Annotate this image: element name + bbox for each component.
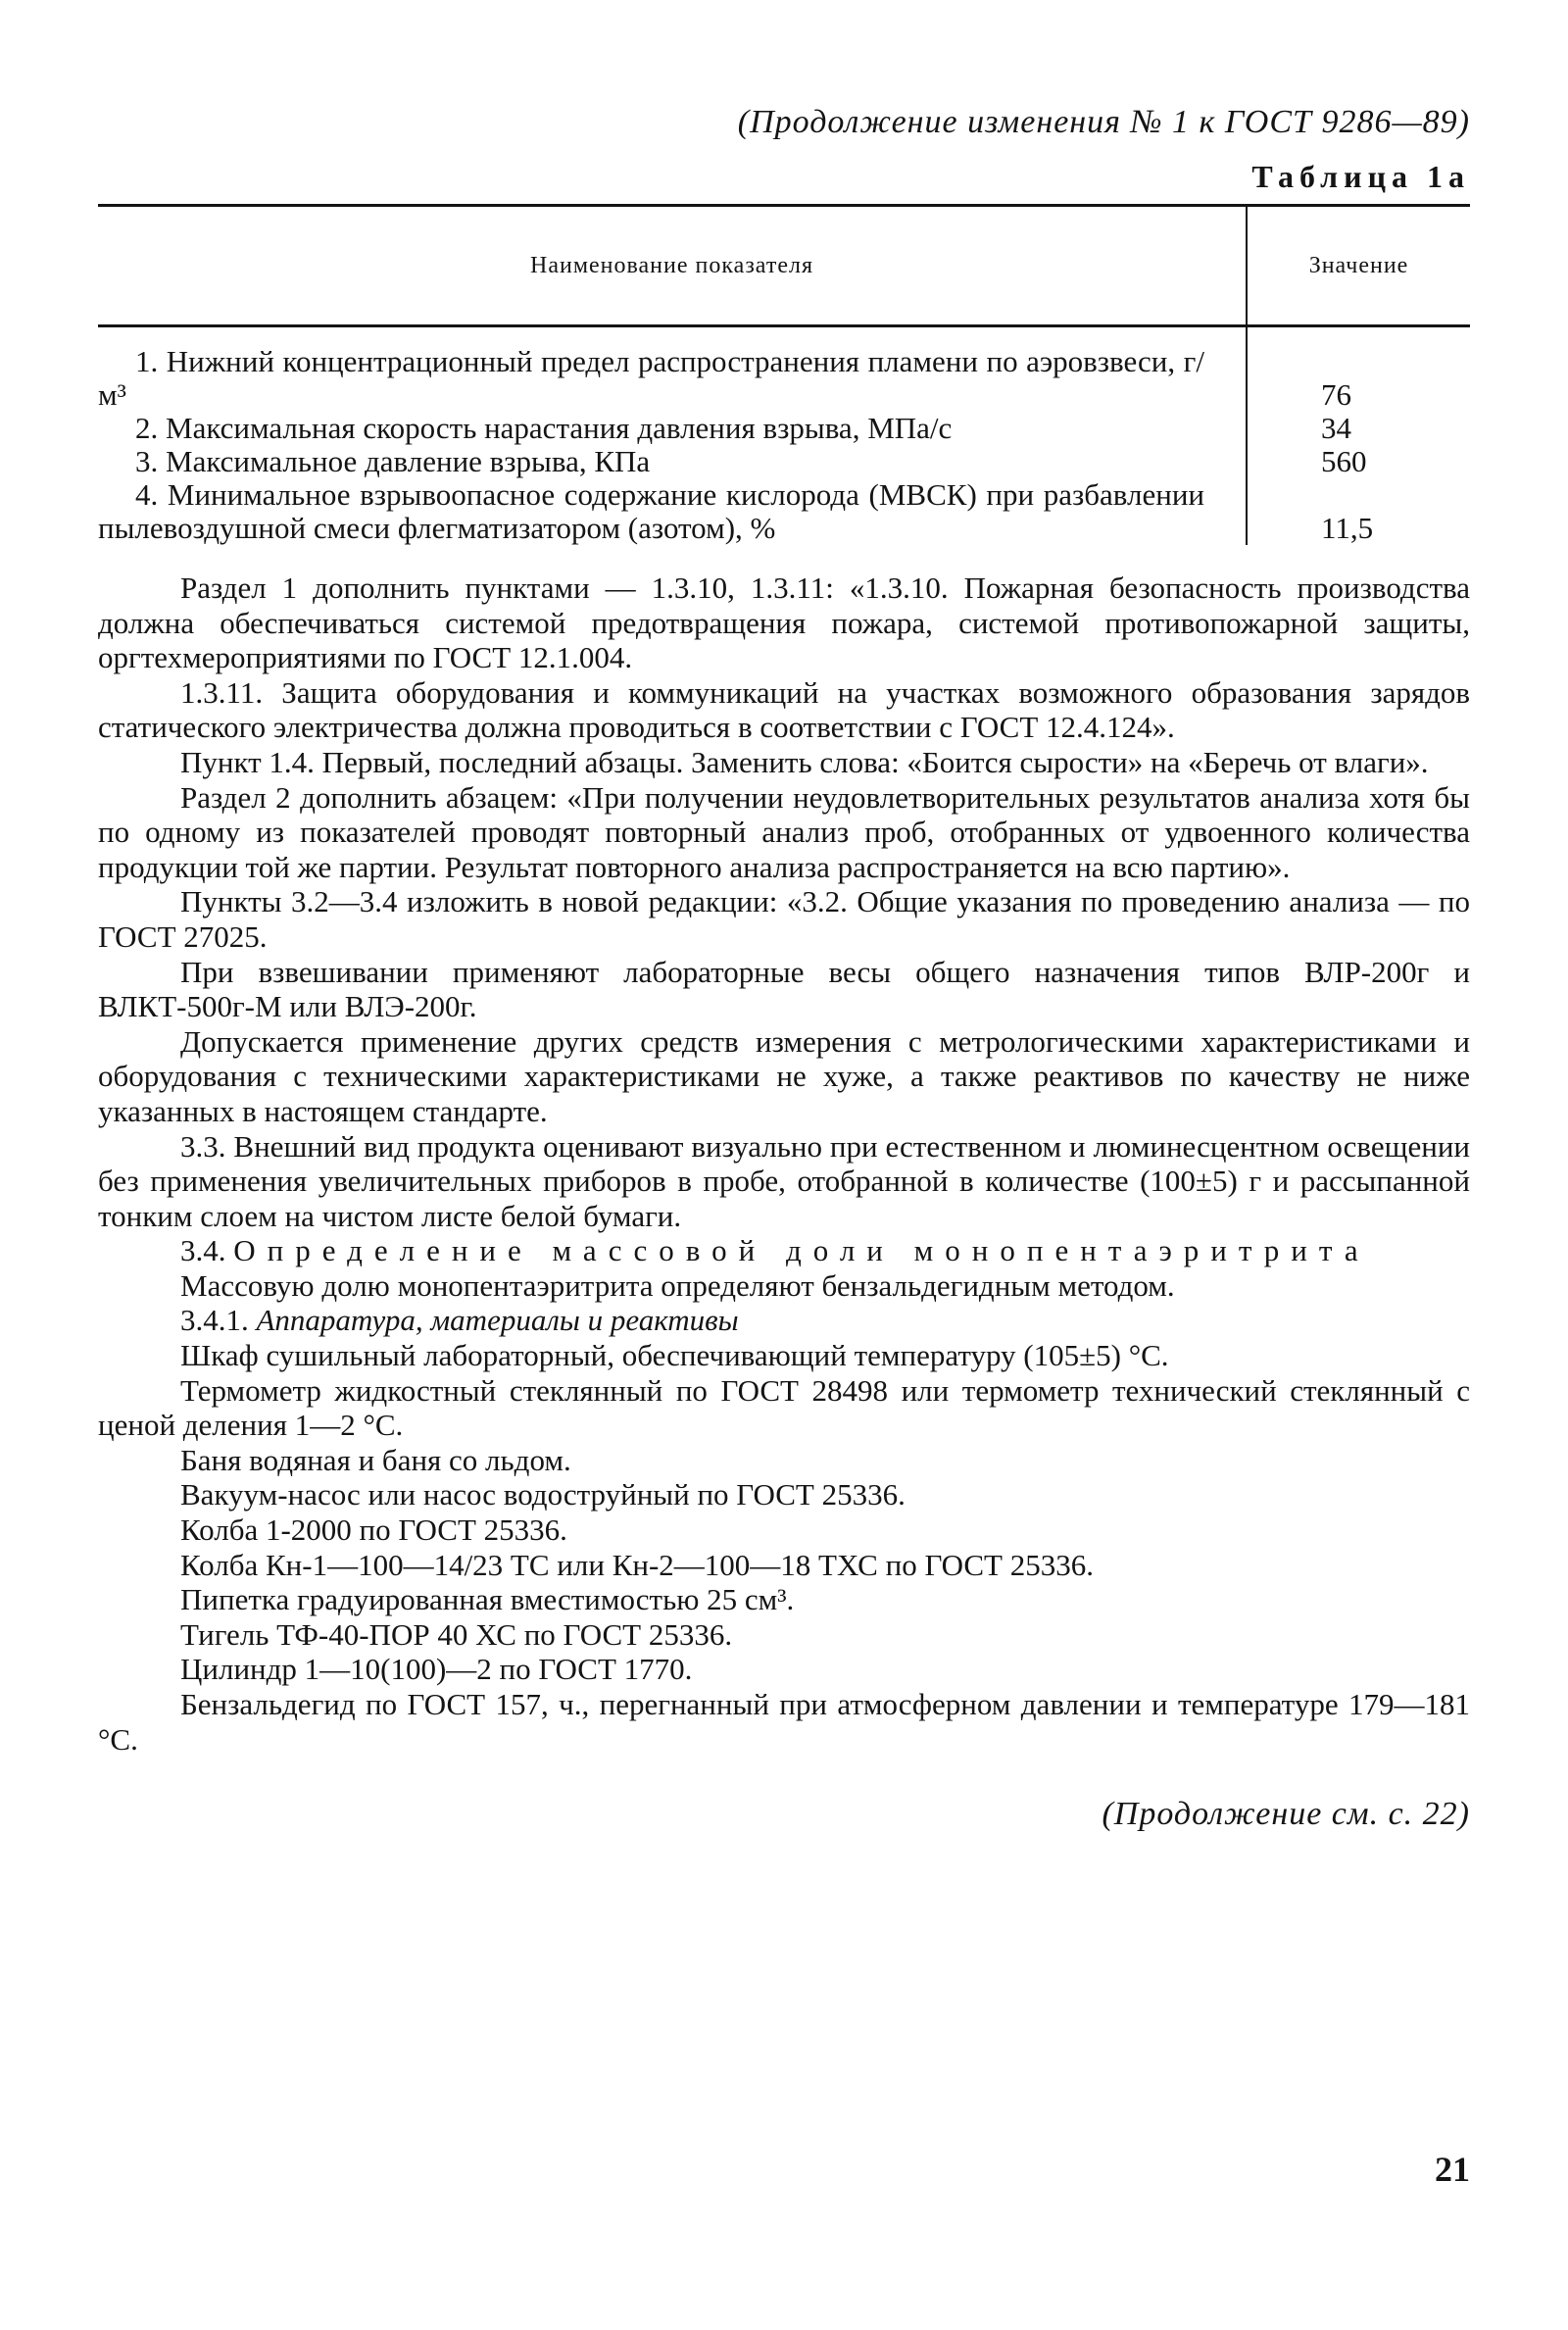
- equipment-item: Бензальдегид по ГОСТ 157, ч., перегнанный при атмосферном давлении и температуре 179—181 °С.: [98, 1687, 1470, 1757]
- indicator-value: 560: [1321, 444, 1367, 478]
- continuation-header: (Продолжение изменения № 1 к ГОСТ 9286—89): [737, 104, 1470, 140]
- indicator-name: 2. Максимальная скорость нарастания давления взрыва, МПа/с: [98, 412, 1247, 445]
- page-number: 21: [1435, 2150, 1470, 2189]
- indicator-name: 4. Минимальное взрывоопасное содержание кислорода (МВСК) при разбавлении пылевоздушной смеси флегматизатором (азотом), %: [98, 478, 1247, 545]
- indicator-value: 76: [1321, 377, 1351, 412]
- section-number: 3.4.1.: [180, 1303, 249, 1338]
- equipment-item: Колба Кн-1—100—14/23 ТС или Кн-2—100—18 ТХС по ГОСТ 25336.: [180, 1547, 1094, 1582]
- table-header-row: [98, 206, 1470, 326]
- paragraph: 3.3. Внешний вид продукта оценивают визуально при естественном и люминесцентном освещении без применения увеличительных приборов в пробе, отобранной в количестве (100±5) г и рассыпанной тонким слоем на чистом листе белой бумаги.: [98, 1128, 1470, 1233]
- equipment-item: Вакуум-насос или насос водоструйный по ГОСТ 25336.: [180, 1477, 906, 1512]
- indicator-name: 1. Нижний концентрационный предел распространения пламени по аэровзвеси, г/м³: [98, 326, 1247, 413]
- paragraph: Пункт 1.4. Первый, последний абзацы. Заменить слова: «Боится сырости» на «Беречь от влаги».: [180, 744, 1429, 779]
- section-heading-3-4: [98, 1233, 1470, 1268]
- paragraph: Раздел 2 дополнить абзацем: «При получении неудовлетворительных результатов анализа хотя бы по одному из показателей проводят повторный анализ проб, отобранных от удвоенного количества продукции той же партии. Результат повторного анализа распространяется на всю партию».: [98, 779, 1470, 884]
- section-title: Определение массовой доли монопентаэритрита: [233, 1233, 1370, 1268]
- section-heading-3-4-1: [98, 1303, 1470, 1338]
- section-number: 3.4.: [180, 1233, 226, 1268]
- equipment-item: Баня водяная и баня со льдом.: [180, 1442, 571, 1477]
- body-text: [98, 570, 1470, 1757]
- section-title: Аппаратура, материалы и реактивы: [256, 1303, 739, 1338]
- paragraph: Пункты 3.2—3.4 изложить в новой редакции: «3.2. Общие указания по проведению анализа — по ГОСТ 27025.: [98, 884, 1470, 954]
- equipment-item: Колба 1-2000 по ГОСТ 25336.: [180, 1512, 567, 1548]
- indicator-name: 3. Максимальное давление взрыва, КПа: [98, 445, 1247, 478]
- paragraph: Массовую долю монопентаэритрита определяют бензальдегидным методом.: [180, 1267, 1175, 1303]
- table-row: [98, 445, 1470, 478]
- document-page: [98, 98, 1470, 1833]
- equipment-item: Тигель ТФ-40-ПОР 40 ХС по ГОСТ 25336.: [180, 1616, 733, 1652]
- equipment-item: Шкаф сушильный лабораторный, обеспечивающий температуру (105±5) °С.: [180, 1338, 1169, 1373]
- paragraph: 1.3.11. Защита оборудования и коммуникаций на участках возможного образования зарядов статического электричества должна проводиться в соответствии с ГОСТ 12.4.124».: [98, 674, 1470, 745]
- table-row: [98, 478, 1470, 545]
- paragraph: При взвешивании применяют лабораторные весы общего назначения типов ВЛР-200г и ВЛКТ-500г-М или ВЛЭ-200г.: [98, 954, 1470, 1024]
- equipment-item: Термометр жидкостный стеклянный по ГОСТ 28498 или термометр технический стеклянный с ценой деления 1—2 °С.: [98, 1372, 1470, 1443]
- equipment-item: Пипетка градуированная вместимостью 25 см³.: [180, 1582, 795, 1617]
- table-row: [98, 326, 1470, 413]
- equipment-item: Цилиндр 1—10(100)—2 по ГОСТ 1770.: [180, 1652, 693, 1687]
- column-header-name: Наименование показателя: [98, 206, 1247, 326]
- column-header-value: Значение: [1247, 206, 1470, 326]
- paragraph: Раздел 1 дополнить пунктами — 1.3.10, 1.3.11: «1.3.10. Пожарная безопасность производства должна обеспечиваться системой предотвращения пожара, системой противопожарной защиты, оргтехмероприятиями по ГОСТ 12.1.004.: [98, 570, 1470, 675]
- continued-note: (Продолжение см. с. 22): [1102, 1796, 1470, 1833]
- indicator-table: [98, 204, 1470, 545]
- paragraph: Допускается применение других средств измерения с метрологическими характеристиками и оборудования с техническими характеристиками не хуже, а также реактивов по качеству не ниже указанных в настоящем стандарте.: [98, 1023, 1470, 1128]
- table-title: Таблица 1а: [1251, 159, 1470, 194]
- indicator-value: 11,5: [1321, 511, 1374, 545]
- table-row: [98, 412, 1470, 445]
- indicator-value: 34: [1321, 411, 1351, 445]
